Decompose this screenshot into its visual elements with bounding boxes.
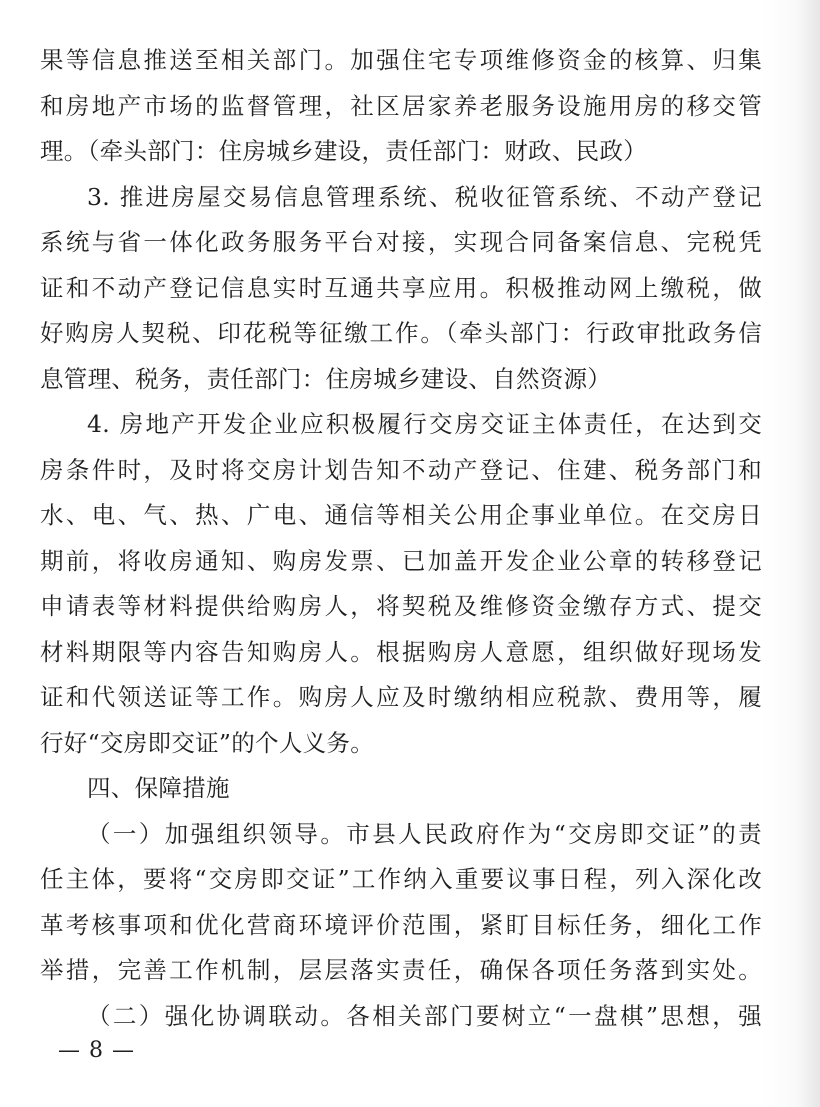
text-line: 果等信息推送至相关部门。加强住宅专项维修资金的核算、归集 xyxy=(40,46,762,74)
page-number: — 8 — xyxy=(58,1038,135,1063)
text-line: 息管理、税务，责任部门：住房城乡建设、自然资源） xyxy=(40,364,612,393)
text-line: 行好“交房即交证”的个人义务。 xyxy=(40,728,375,757)
text-line: 好购房人契税、印花税等征缴工作。（牵头部门：行政审批政务信 xyxy=(40,319,762,347)
text-line: 3. 推进房屋交易信息管理系统、税收征管系统、不动产登记 xyxy=(87,182,762,211)
text-line: 材料期限等内容告知购房人。根据购房人意愿，组织做好现场发 xyxy=(40,637,762,666)
text-line: 理。（牵头部门：住房城乡建设，责任部门：财政、民政） xyxy=(40,137,648,165)
text-line: 任主体，要将“交房即交证”工作纳入重要议事日程，列入深化改 xyxy=(40,865,762,893)
text-line: 房条件时，及时将交房计划告知不动产登记、住建、税务部门和 xyxy=(40,455,762,484)
text-line: 系统与省一体化政务服务平台对接，实现合同备案信息、完税凭 xyxy=(40,228,762,256)
document-body xyxy=(40,38,762,1039)
text-line: 4. 房地产开发企业应积极履行交房交证主体责任，在达到交 xyxy=(87,410,762,438)
text-line: 革考核事项和优化营商环境评价范围，紧盯目标任务，细化工作 xyxy=(40,910,762,939)
text-line: 举措，完善工作机制，层层落实责任，确保各项任务落到实处。 xyxy=(40,956,762,984)
text-line: 证和代领送证等工作。购房人应及时缴纳相应税款、费用等，履 xyxy=(40,683,762,711)
text-line: （一）加强组织领导。市县人民政府作为“交房即交证”的责 xyxy=(87,819,762,848)
page-edge-shadow xyxy=(796,0,820,1107)
text-line: 证和不动产登记信息实时互通共享应用。积极推动网上缴税，做 xyxy=(40,273,762,302)
section-heading: 四、保障措施 xyxy=(87,774,230,802)
text-line: 申请表等材料提供给购房人，将契税及维修资金缴存方式、提交 xyxy=(40,592,762,620)
text-line: （二）强化协调联动。各相关部门要树立“一盘棋”思想，强 xyxy=(87,1001,762,1030)
text-line: 期前，将收房通知、购房发票、已加盖开发企业公章的转移登记 xyxy=(40,546,762,575)
text-line: 水、电、气、热、广电、通信等相关公用企事业单位。在交房日 xyxy=(40,501,762,529)
text-line: 和房地产市场的监督管理，社区居家养老服务设施用房的移交管 xyxy=(40,91,762,120)
